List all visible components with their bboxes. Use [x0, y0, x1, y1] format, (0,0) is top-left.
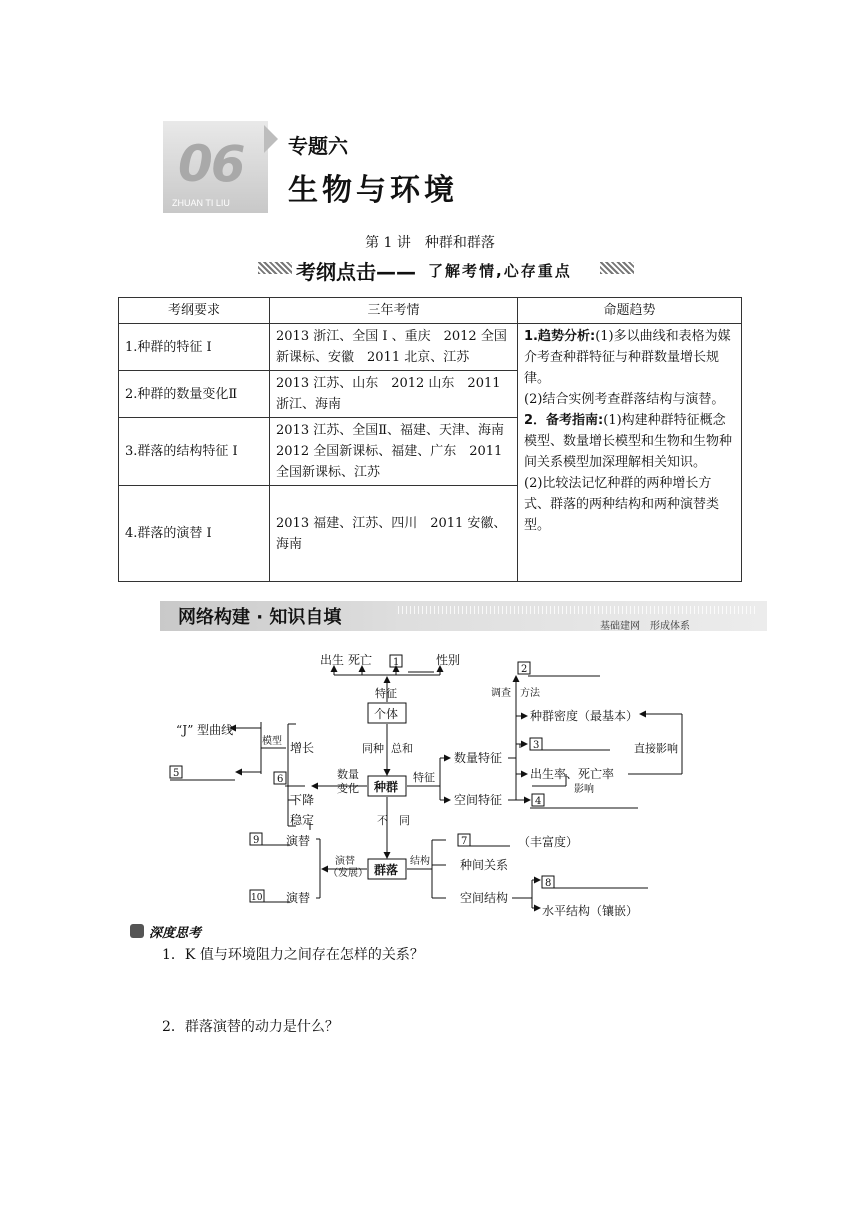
label-horizontal: 水平结构（镶嵌） [542, 904, 639, 918]
topic-title: 生物与环境 [288, 173, 458, 208]
blank-6: 6 [277, 774, 284, 785]
label-count-change-1: 数量 [337, 768, 359, 781]
label-birth-death-rate: 出生率、死亡率 [530, 767, 615, 781]
blank-2: 2 [521, 664, 528, 675]
table-header-row [119, 298, 742, 324]
trend-para-1b: (2)结合实例考查群落结构与演替。 [524, 392, 725, 407]
table-header: 三年考情 [270, 298, 518, 324]
lecture-title: 第 1 讲 种群和群落 [365, 235, 495, 251]
trend-head-2: 2．备考指南: [524, 413, 604, 428]
banner-rest: 了解考情,心存重点 [428, 262, 572, 280]
label-same-species: 同种 [362, 742, 384, 755]
blank-7: 7 [461, 836, 468, 847]
label-stable: 稳定 [290, 813, 315, 827]
banner-main: 考纲点击—— [296, 260, 416, 284]
label-decline: 下降 [290, 793, 315, 807]
blank-1: 1 [393, 657, 400, 668]
trend-cell [518, 324, 742, 582]
label-model: 模型 [262, 736, 282, 747]
label-method: 方法 [520, 688, 540, 699]
exam-cell: 2013 江苏、全国Ⅱ、福建、天津、海南 2012 全国新课标、福建、广东 2011 全国新课标、江苏 [270, 418, 518, 486]
requirement-cell: 3.群落的结构特征 Ⅰ [119, 418, 270, 486]
banner-stripes-left [258, 262, 292, 274]
deep-thinking-label: 深度思考 [149, 926, 202, 941]
section-title: 网络构建 · 知识自填 [178, 607, 342, 628]
chapter-pinyin: ZHUAN TI LIU [172, 198, 230, 208]
table-row [119, 324, 742, 371]
label-structure: 结构 [410, 856, 430, 867]
exam-cell: 2013 浙江、全国 Ⅰ 、重庆 2012 全国新课标、安徽 2011 北京、江苏 [270, 324, 518, 371]
table-header: 考纲要求 [119, 298, 270, 324]
trend-body-2: (1)构建种群特征概念模型、数量增长模型和生物和生物种间关系模型加深理解相关知识。 [524, 413, 733, 470]
label-grow: 增长 [290, 741, 315, 755]
label-quantity-feature: 数量特征 [454, 751, 503, 765]
question-1: 1．K 值与环境阻力之间存在怎样的关系？ [162, 947, 424, 963]
exam-table [118, 297, 742, 582]
trend-para-1 [524, 326, 735, 389]
label-interspecific: 种间关系 [460, 858, 509, 872]
label-different: 不 同 [377, 814, 410, 827]
label-birth: 出生 [320, 653, 345, 667]
chapter-number: 06 [178, 135, 244, 193]
label-succession-arrow: 演替 [335, 856, 355, 867]
blank-8: 8 [545, 878, 552, 889]
label-population: 种群 [374, 780, 399, 794]
label-richness: （丰富度） [518, 835, 579, 849]
label-count-change-2: 变化 [337, 782, 359, 795]
table-header: 命题趋势 [518, 298, 742, 324]
label-succession-2: 演替 [286, 891, 311, 905]
exam-cell: 2013 江苏、山东 2012 山东 2011 浙江、海南 [270, 371, 518, 418]
banner-stripes-right [600, 262, 634, 274]
blank-4: 4 [535, 796, 542, 807]
topic-number: 专题六 [288, 134, 348, 158]
label-characteristic: 特征 [413, 771, 435, 784]
concept-map [150, 640, 710, 925]
label-death: 死亡 [348, 653, 373, 667]
blank-9: 9 [253, 835, 260, 846]
trend-head-1: 1.趋势分析: [524, 329, 596, 344]
trend-body-1: (1)多以曲线和表格为媒介考查种群特征与种群数量增长规律。 [524, 329, 731, 386]
label-succession-1: 演替 [286, 834, 311, 848]
label-gender: 性别 [436, 653, 461, 667]
section-hatch [398, 606, 758, 614]
label-community: 群落 [374, 863, 399, 877]
label-development: （发展） [328, 868, 368, 879]
label-spatial-feature: 空间特征 [454, 793, 503, 807]
label-density: 种群密度（最基本） [530, 709, 639, 723]
requirement-cell: 1.种群的特征 Ⅰ [119, 324, 270, 371]
label-direct-effect: 直接影响 [634, 742, 678, 755]
label-survey: 调查 [491, 688, 511, 699]
question-2: 2．群落演替的动力是什么？ [162, 1019, 339, 1035]
label-sum: 总和 [391, 742, 413, 755]
exam-cell: 2013 福建、江苏、四川 2011 安徽、海南 [270, 486, 518, 582]
label-j-curve: “J” 型曲线 [176, 723, 234, 737]
section-subtitle: 基础建网 形成体系 [600, 621, 690, 632]
blank-5: 5 [173, 768, 180, 779]
deep-thinking-icon [130, 924, 144, 938]
trend-para-2b: (2)比较法记忆种群的两种增长方式、群落的两种结构和两种演替类型。 [524, 476, 720, 533]
blank-3: 3 [533, 740, 540, 751]
label-spatial-structure: 空间结构 [460, 891, 509, 905]
badge-tab [264, 125, 278, 153]
blank-10: 10 [251, 893, 263, 903]
label-individual: 个体 [374, 707, 399, 721]
requirement-cell: 4.群落的演替 Ⅰ [119, 486, 270, 582]
trend-para-2 [524, 410, 735, 473]
outline-banner [258, 256, 634, 284]
label-feature: 特征 [375, 687, 397, 700]
label-effect: 影响 [574, 784, 594, 795]
requirement-cell: 2.种群的数量变化Ⅱ [119, 371, 270, 418]
